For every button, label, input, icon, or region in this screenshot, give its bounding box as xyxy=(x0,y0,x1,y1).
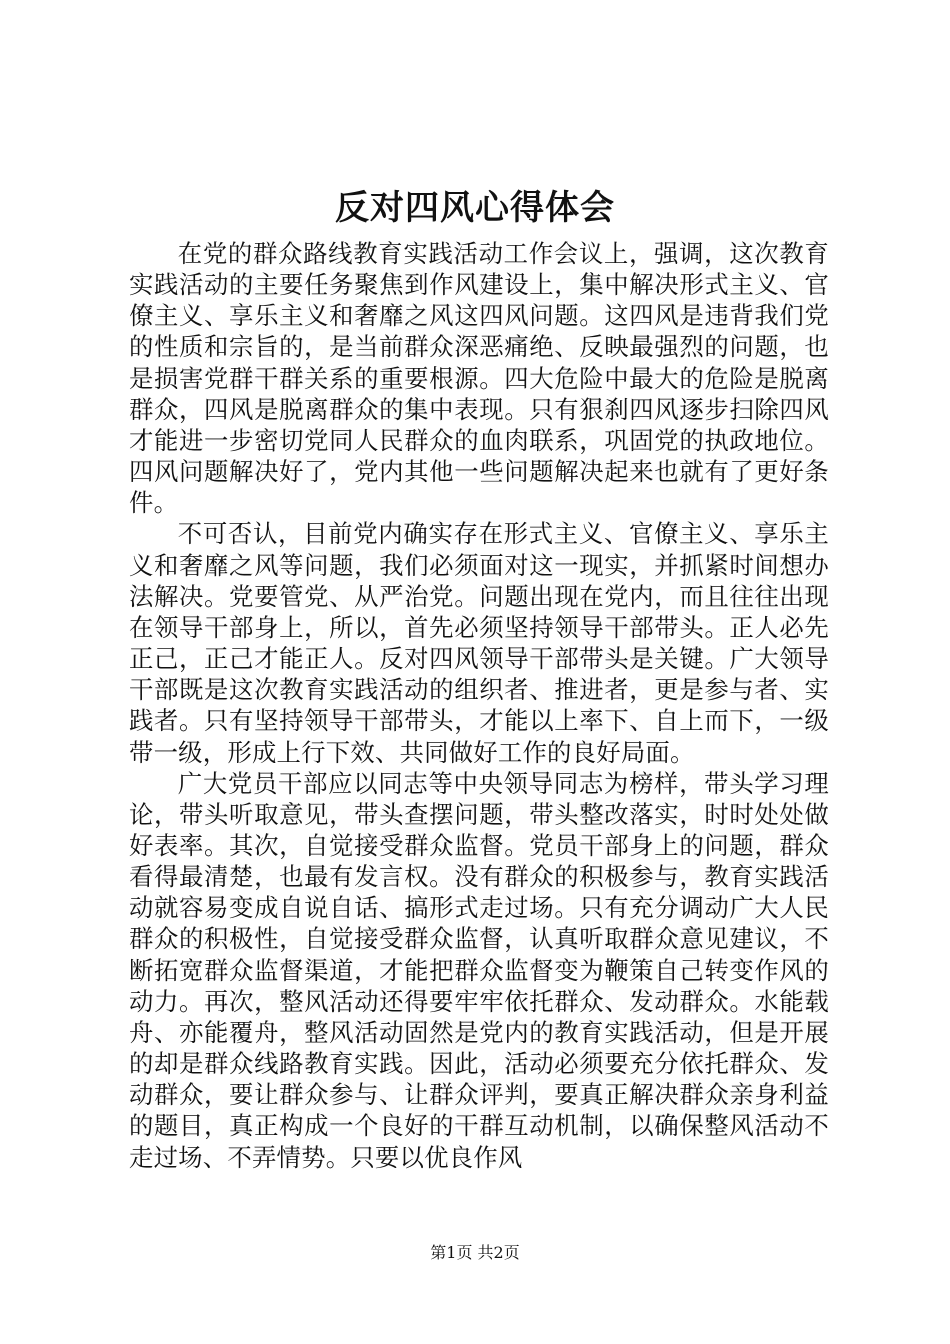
paragraph-1: 在党的群众路线教育实践活动工作会议上，强调，这次教育实践活动的主要任务聚焦到作风建设上，集中解决形式主义、官僚主义、享乐主义和奢靡之风这四风问题。这四风是违背我们党的性质和宗旨的，是当前群众深恶痛绝、反映最强烈的问题，也是损害党群干群关系的重要根源。四大危险中最大的危险是脱离群众，四风是脱离群众的集中表现。只有狠刹四风逐步扫除四风才能进一步密切党同人民群众的血肉联系，巩固党的执政地位。四风问题解决好了，党内其他一些问题解决起来也就有了更好条件。 xyxy=(129,239,829,518)
paragraph-2: 不可否认，目前党内确实存在形式主义、官僚主义、享乐主义和奢靡之风等问题，我们必须面对这一现实，并抓紧时间想办法解决。党要管党、从严治党。问题出现在党内，而且往往出现在领导干部身上，所以，首先必须坚持领导干部带头。正人必先正己，正己才能正人。反对四风领导干部带头是关键。广大领导干部既是这次教育实践活动的组织者、推进者，更是参与者、实践者。只有坚持领导干部带头，才能以上率下、自上而下，一级带一级，形成上行下效、共同做好工作的良好局面。 xyxy=(129,519,829,767)
paragraph-3: 广大党员干部应以同志等中央领导同志为榜样，带头学习理论，带头听取意见，带头查摆问题，带头整改落实，时时处处做好表率。其次，自觉接受群众监督。党员干部身上的问题，群众看得最清楚，也最有发言权。没有群众的积极参与，教育实践活动就容易变成自说自话、搞形式走过场。只有充分调动广大人民群众的积极性，自觉接受群众监督，认真听取群众意见建议，不断拓宽群众监督渠道，才能把群众监督变为鞭策自己转变作风的动力。再次，整风活动还得要牢牢依托群众、发动群众。水能载舟、亦能覆舟，整风活动固然是党内的教育实践活动，但是开展的却是群众线路教育实践。因此，活动必须要充分依托群众、发动群众，要让群众参与、让群众评判，要真正解决群众亲身利益的题目，真正构成一个良好的干群互动机制，以确保整风活动不走过场、不弄情势。只要以优良作风 xyxy=(129,768,829,1172)
document-body xyxy=(129,238,829,1173)
page-number-footer: 第1页 共2页 xyxy=(430,1243,520,1262)
document-title: 反对四风心得体会 xyxy=(335,188,615,228)
